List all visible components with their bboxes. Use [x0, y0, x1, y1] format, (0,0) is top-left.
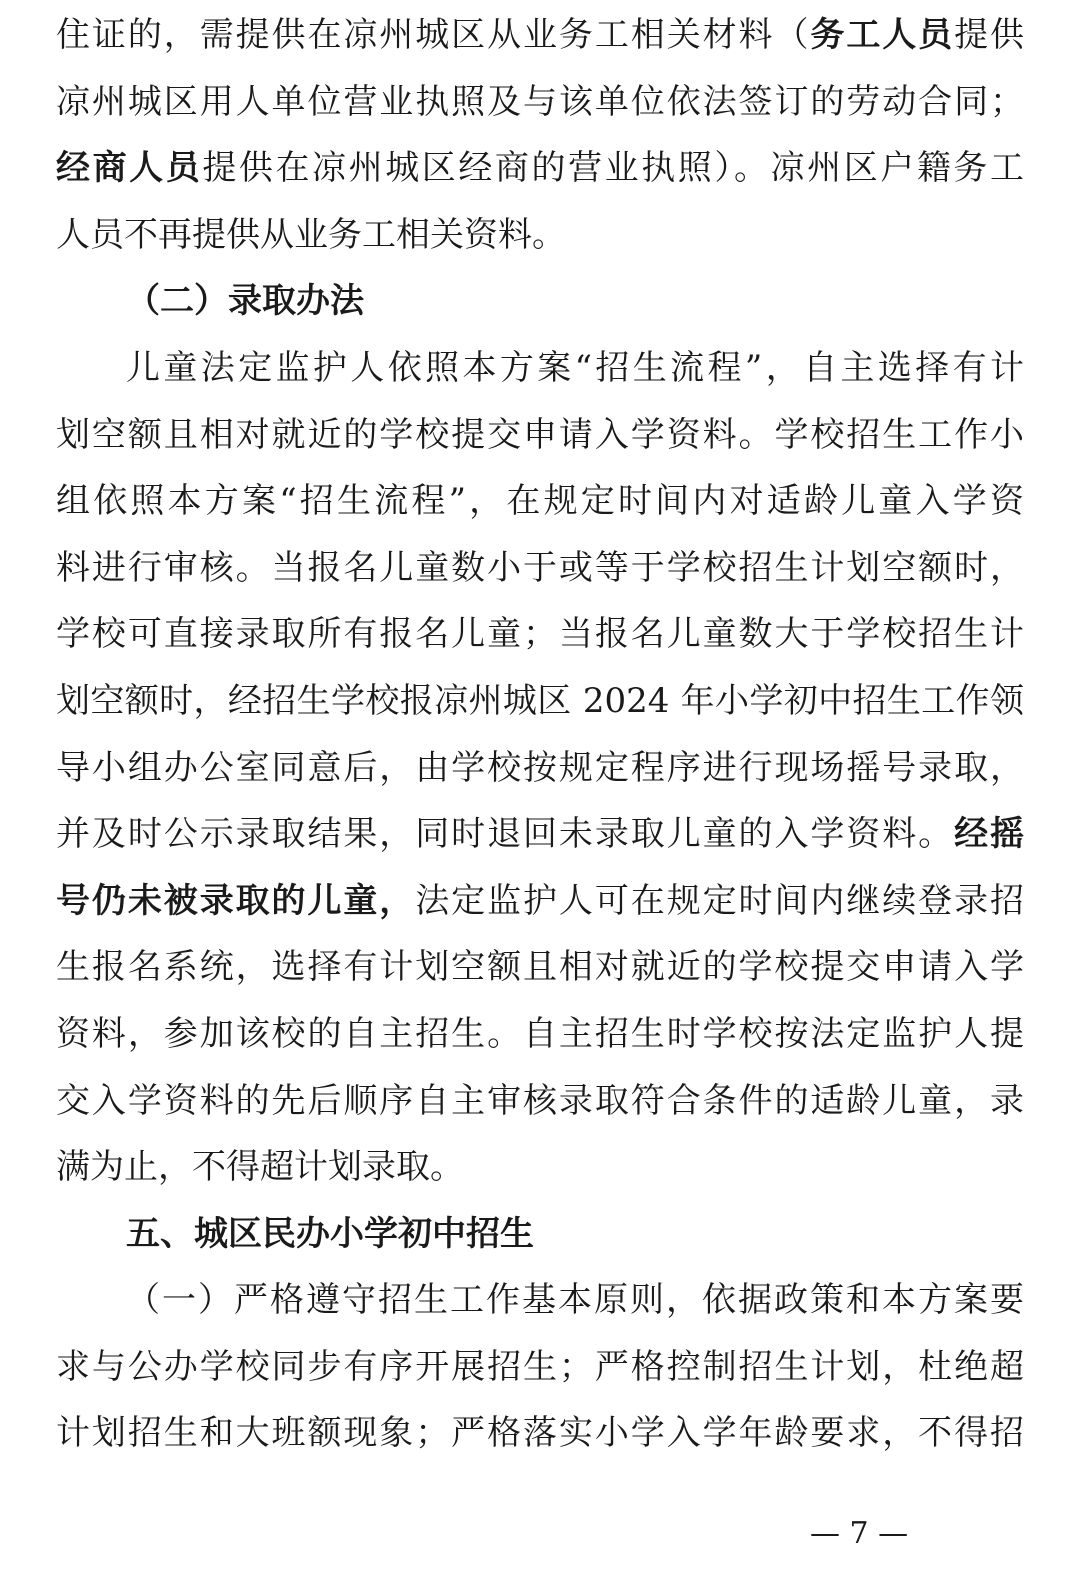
text-span: 法定监护人可在规定时间内继续登录招	[415, 880, 1024, 921]
text-span: 求与公办学校同步有序开展招生；严格控制招生计划，杜绝超	[56, 1346, 1024, 1387]
text-span: 住证的，需提供在凉州城区从业务工相关材料（	[56, 15, 811, 55]
bold-text: 务工人员	[810, 15, 955, 55]
text-line	[56, 335, 1024, 402]
section-heading	[56, 268, 1024, 335]
text-span: 儿童法定监护人依照本方案“招生流程”，自主选择有计	[126, 347, 1024, 388]
text-line	[56, 934, 1024, 1001]
text-line	[56, 1267, 1024, 1334]
text-span: 料进行审核。当报名儿童数小于或等于学校招生计划空额时，	[56, 547, 1024, 588]
text-span: 人员不再提供从业务工相关资料。	[56, 214, 566, 255]
text-line	[56, 2, 1024, 69]
bold-text: 号仍未被录取的儿童，	[56, 880, 416, 921]
text-span: 组依照本方案“招生流程”，在规定时间内对适龄儿童入学资	[56, 481, 1024, 522]
text-line	[56, 468, 1024, 535]
text-span: 划空额时，经招生学校报凉州城区 2024 年小学初中招生工作领	[56, 680, 1024, 721]
document-body	[56, 2, 1024, 1467]
bold-text: 经摇	[954, 814, 1024, 855]
bold-text: 经商人员	[56, 148, 203, 189]
text-span: 凉州城区用人单位营业执照及与该单位依法签订的劳动合同；	[56, 81, 1024, 122]
text-line	[56, 1334, 1024, 1401]
text-span: 交入学资料的先后顺序自主审核录取符合条件的适龄儿童，录	[56, 1080, 1024, 1121]
text-line	[56, 402, 1024, 469]
text-line	[56, 202, 1024, 269]
text-line	[56, 1400, 1024, 1467]
text-line	[56, 601, 1024, 668]
text-span: 提供	[954, 15, 1024, 55]
text-line	[56, 868, 1024, 935]
text-line	[56, 535, 1024, 602]
text-line	[56, 1068, 1024, 1135]
section-heading	[56, 1201, 1024, 1268]
text-span: 导小组办公室同意后，由学校按规定程序进行现场摇号录取，	[56, 747, 1024, 788]
page-number: — 7 —	[810, 1516, 909, 1551]
text-span: 生报名系统，选择有计划空额且相对就近的学校提交申请入学	[56, 947, 1024, 988]
text-span: （一）严格遵守招生工作基本原则，依据政策和本方案要	[126, 1280, 1024, 1321]
text-line	[56, 69, 1024, 136]
text-line	[56, 735, 1024, 802]
text-line	[56, 1001, 1024, 1068]
text-line	[56, 1134, 1024, 1201]
text-span: 计划招生和大班额现象；严格落实小学入学年龄要求，不得招	[56, 1413, 1024, 1454]
text-span: 满为止，不得超计划录取。	[56, 1147, 464, 1188]
text-line	[56, 801, 1024, 868]
text-span: 提供在凉州城区经商的营业执照）。凉州区户籍务工	[202, 148, 1024, 189]
text-span: 并及时公示录取结果，同时退回未录取儿童的入学资料。	[56, 814, 955, 855]
bold-text: （二）录取办法	[126, 281, 364, 322]
text-span: 学校可直接录取所有报名儿童；当报名儿童数大于学校招生计	[56, 614, 1024, 655]
text-span: 划空额且相对就近的学校提交申请入学资料。学校招生工作小	[56, 414, 1024, 455]
bold-text: 五、城区民办小学初中招生	[126, 1213, 534, 1254]
text-span: 资料，参加该校的自主招生。自主招生时学校按法定监护人提	[56, 1013, 1024, 1054]
text-line	[56, 668, 1024, 735]
text-line	[56, 135, 1024, 202]
